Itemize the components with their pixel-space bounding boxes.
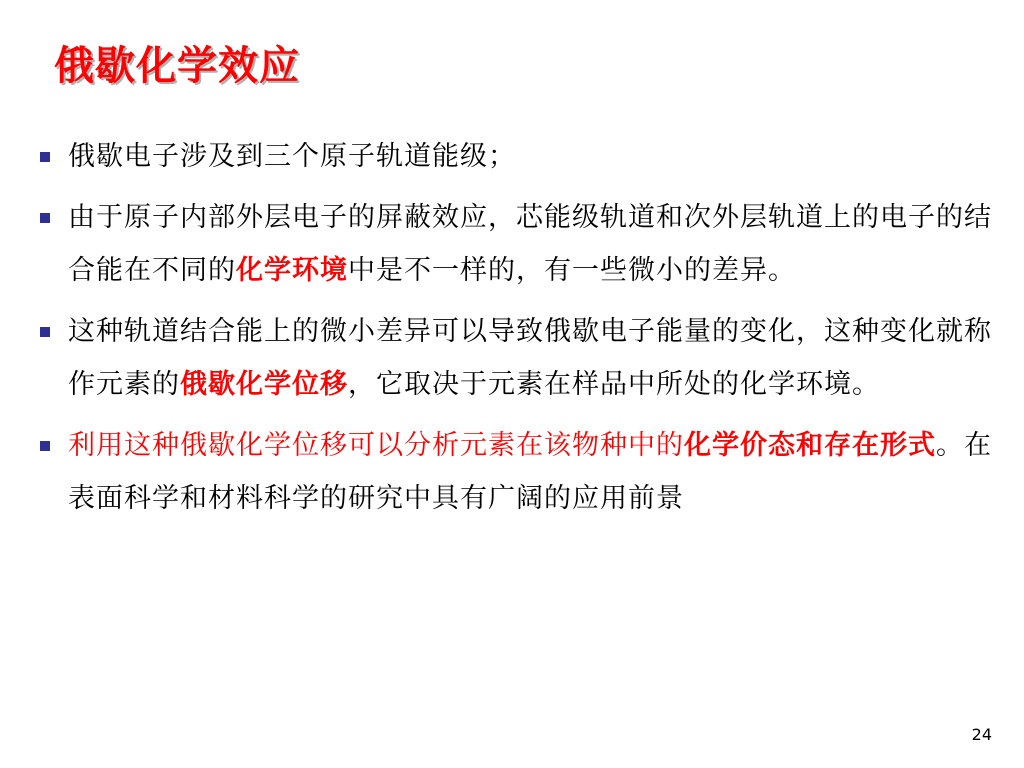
highlight-chemical-environment: 化学环境 <box>236 255 348 286</box>
bullet-text-after: 中是不一样的，有一些微小的差异。 <box>348 255 796 286</box>
bullet-text-before: 由于原子内部外层电子的屏蔽效应，芯能级轨道和次外层轨道上的电子的结合能在不同的 <box>68 202 992 286</box>
square-bullet-icon <box>40 152 50 162</box>
slide-title: 俄歇化学效应 <box>54 43 300 89</box>
bullet-list <box>36 130 996 533</box>
bullet-text-after: 。在表面科学和材料科学的研究中具有广阔的应用前景 <box>68 430 992 514</box>
bullet-item-1 <box>36 130 996 183</box>
bullet-text: 俄歇电子涉及到三个原子轨道能级； <box>68 141 516 172</box>
bullet-text-before: 利用这种俄歇化学位移可以分析元素在该物种中的 <box>68 430 684 461</box>
bullet-item-4 <box>36 419 996 525</box>
bullet-text-after: ，它取决于元素在样品中所处的化学环境。 <box>348 369 880 400</box>
square-bullet-icon <box>40 327 50 337</box>
square-bullet-icon <box>40 213 50 223</box>
square-bullet-icon <box>40 441 50 451</box>
page-number: 24 <box>971 725 992 744</box>
highlight-valence-state: 化学价态和存在形式 <box>684 430 936 461</box>
highlight-auger-chemical-shift: 俄歇化学位移 <box>180 369 348 400</box>
bullet-item-2 <box>36 191 996 297</box>
bullet-item-3 <box>36 305 996 411</box>
bullet-text-before: 这种轨道结合能上的微小差异可以导致俄歇电子能量的变化，这种变化就称作元素的 <box>68 316 992 400</box>
